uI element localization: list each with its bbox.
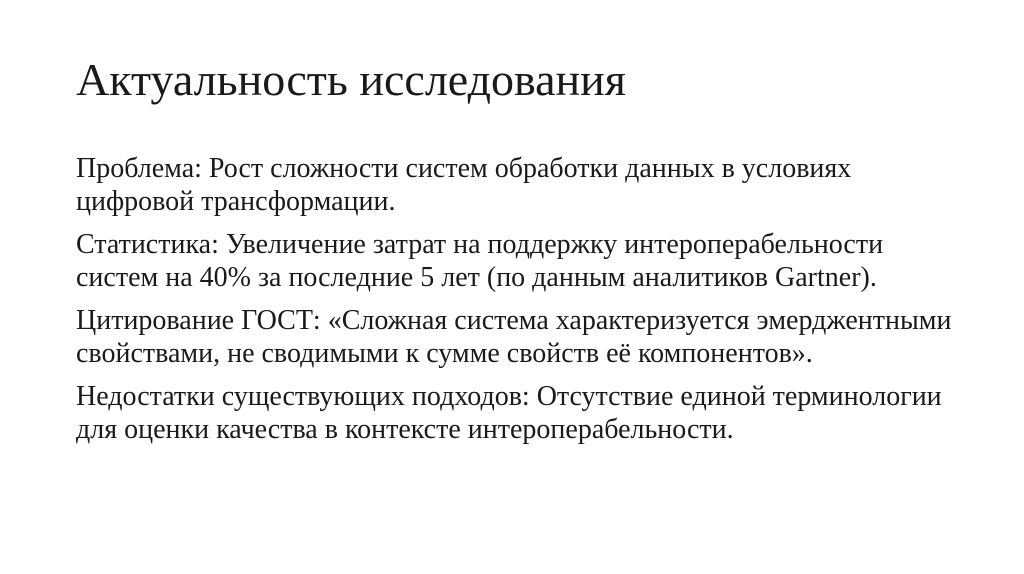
paragraph-gost-citation: Цитирование ГОСТ: «Сложная система характеризуется эмерджентными свойствами, не сводимыми к сумме свойств её компонентов».	[76, 305, 952, 369]
slide-title: Актуальность исследования	[76, 54, 626, 105]
paragraph-problem: Проблема: Рост сложности систем обработки данных в условиях цифровой трансформации.	[76, 153, 852, 217]
slide-body	[76, 152, 956, 456]
paragraph-statistics: Статистика: Увеличение затрат на поддержку интероперабельности систем на 40% за последние 5 лет (по данным аналитиков Gartner).	[76, 229, 884, 293]
paragraph-existing-approaches: Недостатки существующих подходов: Отсутствие единой терминологии для оценки качества в контексте интероперабельности.	[76, 381, 942, 445]
